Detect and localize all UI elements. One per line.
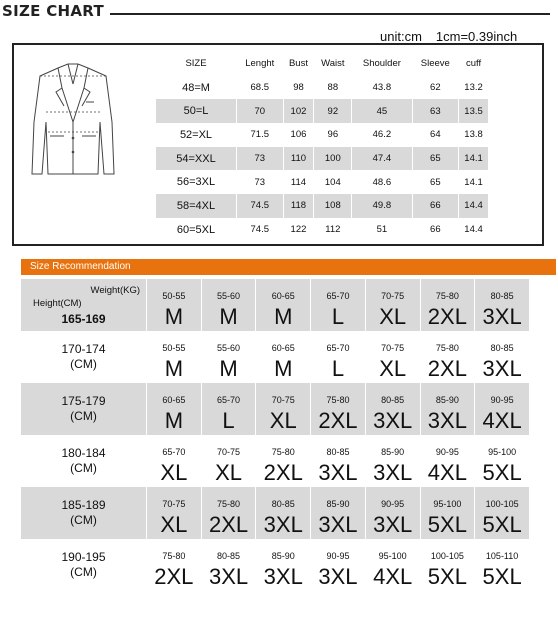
table-row	[156, 218, 489, 242]
recommended-size: 5XL	[475, 562, 530, 591]
recommended-size: M	[147, 302, 202, 331]
measurement-value: 48.6	[352, 170, 412, 194]
measurement-value: 68.5	[237, 76, 284, 100]
recommended-size: 3XL	[201, 562, 256, 591]
recommended-size: 5XL	[420, 510, 475, 539]
weight-range: 70-75	[365, 331, 420, 354]
recommended-size: 3XL	[311, 510, 366, 539]
unit-note	[380, 29, 517, 44]
header-divider	[110, 13, 550, 15]
recommended-size: 4XL	[475, 406, 530, 435]
height-range: 185-189	[61, 497, 106, 512]
recommended-size: 2XL	[201, 510, 256, 539]
size-recommendation-table	[21, 279, 530, 591]
measurement-value: 47.4	[352, 147, 412, 171]
recommended-size: 3XL	[420, 406, 475, 435]
measurement-value: 88	[314, 76, 352, 100]
measurement-value: 70	[237, 99, 284, 123]
recommended-size: M	[201, 354, 256, 383]
measurement-value: 43.8	[352, 76, 412, 100]
weight-range: 70-75	[365, 279, 420, 302]
recommended-size: XL	[147, 510, 202, 539]
weight-range: 50-55	[147, 279, 202, 302]
weight-range: 95-100	[475, 435, 530, 458]
weight-axis-label: Weight(KG)	[90, 285, 140, 296]
weight-range: 85-90	[420, 383, 475, 406]
measurement-value: 74.5	[237, 194, 284, 218]
suit-jacket-icon	[28, 62, 118, 182]
weight-range: 50-55	[147, 331, 202, 354]
unit-label: unit:cm	[380, 29, 422, 44]
measurement-value: 49.8	[352, 194, 412, 218]
recommended-size: 2XL	[256, 458, 311, 487]
recommended-size: L	[201, 406, 256, 435]
weight-range: 75-80	[420, 331, 475, 354]
recommended-size: M	[201, 302, 256, 331]
weight-row	[21, 383, 530, 406]
weight-range: 60-65	[256, 331, 311, 354]
recommended-size: XL	[365, 354, 420, 383]
size-label: 56=3XL	[156, 170, 237, 194]
weight-range: 75-80	[256, 435, 311, 458]
weight-range: 80-85	[475, 279, 530, 302]
column-header: Sleeve	[412, 52, 459, 76]
recommended-size: 3XL	[311, 562, 366, 591]
size-label: 48=M	[156, 76, 237, 100]
measurement-value: 98	[283, 76, 314, 100]
weight-row	[21, 435, 530, 458]
recommended-size: 2XL	[311, 406, 366, 435]
weight-range: 90-95	[420, 435, 475, 458]
weight-range: 90-95	[475, 383, 530, 406]
measurement-value: 14.1	[459, 170, 488, 194]
table-row	[156, 194, 489, 218]
height-cell	[21, 279, 147, 331]
measurement-value: 66	[412, 194, 459, 218]
measurement-value: 14.4	[459, 194, 488, 218]
measurement-value: 51	[352, 218, 412, 242]
weight-range: 75-80	[311, 383, 366, 406]
height-range: 190-195	[61, 549, 106, 564]
measurement-value: 106	[283, 123, 314, 147]
recommended-size: 4XL	[420, 458, 475, 487]
weight-range: 80-85	[311, 435, 366, 458]
measurement-value: 108	[314, 194, 352, 218]
measurement-value: 73	[237, 147, 284, 171]
measurement-value: 104	[314, 170, 352, 194]
weight-range: 100-105	[420, 539, 475, 562]
weight-range: 60-65	[256, 279, 311, 302]
recommended-size: 3XL	[256, 562, 311, 591]
recommended-size: 3XL	[365, 406, 420, 435]
measurement-value: 96	[314, 123, 352, 147]
measurement-value: 118	[283, 194, 314, 218]
weight-range: 95-100	[420, 487, 475, 510]
recommended-size: XL	[256, 406, 311, 435]
size-label: 50=L	[156, 99, 237, 123]
height-unit: (CM)	[70, 512, 97, 527]
weight-range: 75-80	[201, 487, 256, 510]
measurement-value: 65	[412, 147, 459, 171]
measurement-value: 14.4	[459, 218, 488, 242]
table-row	[156, 99, 489, 123]
height-range: 165-169	[61, 312, 106, 326]
column-header: Lenght	[237, 52, 284, 76]
page-title: SIZE CHART	[2, 2, 105, 20]
weight-range: 90-95	[365, 487, 420, 510]
recommended-size: M	[256, 354, 311, 383]
height-cell	[21, 539, 147, 591]
recommended-size: 2XL	[147, 562, 202, 591]
size-label: 54=XXL	[156, 147, 237, 171]
weight-range: 95-100	[365, 539, 420, 562]
measurement-value: 62	[412, 76, 459, 100]
weight-range: 65-70	[201, 383, 256, 406]
height-unit: (CM)	[70, 460, 97, 475]
column-header: Bust	[283, 52, 314, 76]
column-header: SIZE	[156, 52, 237, 76]
recommended-size: 3XL	[365, 510, 420, 539]
page-header	[0, 0, 558, 24]
weight-range: 80-85	[365, 383, 420, 406]
unit-conversion: 1cm=0.39inch	[435, 29, 518, 44]
measurement-value: 63	[412, 99, 459, 123]
weight-range: 80-85	[201, 539, 256, 562]
weight-range: 60-65	[147, 383, 202, 406]
size-label: 60=5XL	[156, 218, 237, 242]
recommended-size: 5XL	[475, 510, 530, 539]
weight-range: 65-70	[147, 435, 202, 458]
height-range: 175-179	[61, 393, 106, 408]
weight-range: 85-90	[365, 435, 420, 458]
weight-range: 70-75	[256, 383, 311, 406]
measurement-value: 122	[283, 218, 314, 242]
recommended-size: 2XL	[420, 302, 475, 331]
recommended-size: M	[256, 302, 311, 331]
measurement-value: 13.8	[459, 123, 488, 147]
height-unit: (CM)	[70, 564, 97, 579]
weight-range: 70-75	[147, 487, 202, 510]
recommended-size: 2XL	[420, 354, 475, 383]
weight-row	[21, 279, 530, 302]
height-axis-label: Height(CM)	[33, 298, 82, 309]
weight-range: 75-80	[147, 539, 202, 562]
recommended-size: 5XL	[475, 458, 530, 487]
recommended-size: M	[147, 354, 202, 383]
weight-range: 65-70	[311, 279, 366, 302]
height-cell	[21, 435, 147, 487]
weight-row	[21, 487, 530, 510]
recommended-size: XL	[147, 458, 202, 487]
table-row	[156, 170, 489, 194]
column-header: Shoulder	[352, 52, 412, 76]
weight-range: 85-90	[256, 539, 311, 562]
height-range: 180-184	[61, 445, 106, 460]
measurement-value: 65	[412, 170, 459, 194]
weight-range: 80-85	[475, 331, 530, 354]
measurement-value: 64	[412, 123, 459, 147]
measurement-value: 45	[352, 99, 412, 123]
height-cell	[21, 487, 147, 539]
recommended-size: 3XL	[311, 458, 366, 487]
weight-range: 55-60	[201, 279, 256, 302]
weight-range: 100-105	[475, 487, 530, 510]
measurement-value: 71.5	[237, 123, 284, 147]
measurement-value: 74.5	[237, 218, 284, 242]
weight-range: 90-95	[311, 539, 366, 562]
recommended-size: 5XL	[420, 562, 475, 591]
measurement-value: 112	[314, 218, 352, 242]
table-row	[156, 76, 489, 100]
measurement-value: 13.5	[459, 99, 488, 123]
table-row	[156, 147, 489, 171]
weight-range: 55-60	[201, 331, 256, 354]
recommended-size: 3XL	[475, 302, 530, 331]
measurement-value: 114	[283, 170, 314, 194]
weight-range: 105-110	[475, 539, 530, 562]
weight-range: 80-85	[256, 487, 311, 510]
height-cell	[21, 383, 147, 435]
recommended-size: XL	[201, 458, 256, 487]
measurement-value: 102	[283, 99, 314, 123]
measurement-value: 100	[314, 147, 352, 171]
measurement-value: 14.1	[459, 147, 488, 171]
measurement-value: 110	[283, 147, 314, 171]
corner-labels	[21, 279, 146, 330]
size-chart-table	[155, 52, 488, 242]
recommended-size: 3XL	[256, 510, 311, 539]
recommended-size: L	[311, 302, 366, 331]
column-header: Waist	[314, 52, 352, 76]
height-unit: (CM)	[70, 356, 97, 371]
weight-range: 75-80	[420, 279, 475, 302]
weight-row	[21, 331, 530, 354]
size-recommendation-header: Size Recommendation	[21, 259, 556, 275]
weight-range: 65-70	[311, 331, 366, 354]
size-label: 52=XL	[156, 123, 237, 147]
weight-range: 85-90	[311, 487, 366, 510]
recommended-size: 3XL	[475, 354, 530, 383]
recommended-size: 3XL	[365, 458, 420, 487]
recommended-size: 4XL	[365, 562, 420, 591]
recommended-size: M	[147, 406, 202, 435]
measurement-value: 73	[237, 170, 284, 194]
measurement-value: 46.2	[352, 123, 412, 147]
measurement-value: 13.2	[459, 76, 488, 100]
size-label: 58=4XL	[156, 194, 237, 218]
recommended-size: XL	[365, 302, 420, 331]
height-unit: (CM)	[70, 408, 97, 423]
measurement-value: 92	[314, 99, 352, 123]
column-header: cuff	[459, 52, 488, 76]
height-cell	[21, 331, 147, 383]
size-table-header-row	[156, 52, 489, 76]
recommended-size: L	[311, 354, 366, 383]
measurement-value: 66	[412, 218, 459, 242]
table-row	[156, 123, 489, 147]
weight-row	[21, 539, 530, 562]
height-range: 170-174	[61, 341, 106, 356]
weight-range: 70-75	[201, 435, 256, 458]
